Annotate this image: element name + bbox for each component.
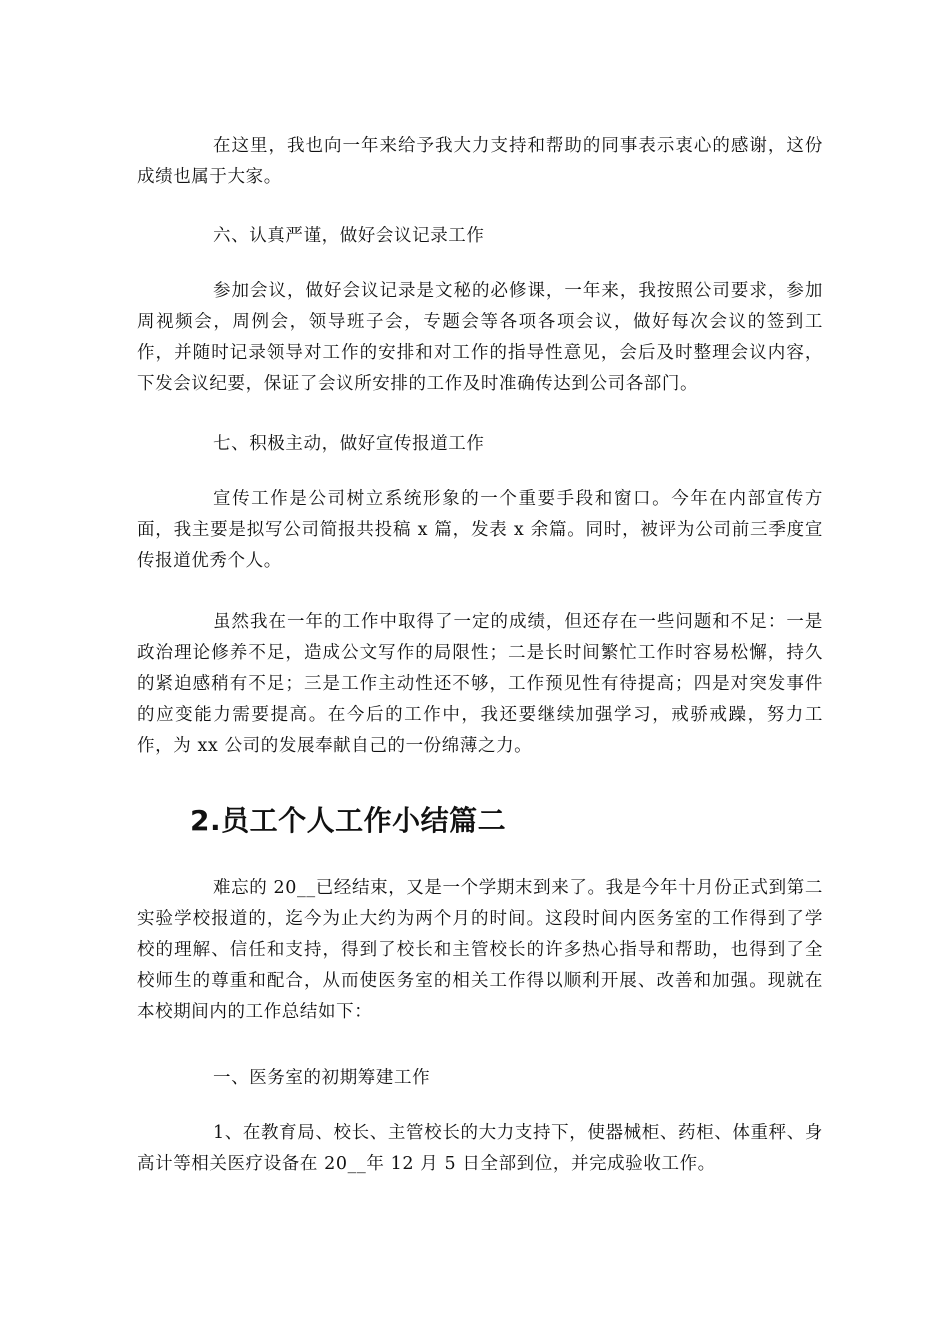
article-heading: 2.员工个人工作小结篇二	[190, 804, 507, 837]
paragraph-meeting-records: 参加会议，做好会议记录是文秘的必修课，一年来，我按照公司要求，参加周视频会，周例会，领导班子会，专题会等各项各项会议，做好每次会议的签到工作，并随时记录领导对工作的安排和对工作的指导性意见，会后及时整理会议内容，下发会议纪要，保证了会议所安排的工作及时准确传达到公司各部门。	[137, 281, 823, 394]
paragraph-thanks: 在这里，我也向一年来给予我大力支持和帮助的同事表示衷心的感谢，这份成绩也属于大家。	[137, 136, 823, 187]
section-heading-publicity: 七、积极主动，做好宣传报道工作	[213, 434, 485, 454]
paragraph-publicity: 宣传工作是公司树立系统形象的一个重要手段和窗口。今年在内部宣传方面，我主要是拟写公司简报共投稿 x 篇，发表 x 余篇。同时，被评为公司前三季度宣传报道优秀个人。	[137, 489, 823, 571]
paragraph-equipment: 1、在教育局、校长、主管校长的大力支持下，使器械柜、药柜、体重秤、身高计等相关医疗设备在 20__年 12 月 5 日全部到位，并完成验收工作。	[137, 1123, 823, 1174]
paragraph-shortcomings: 虽然我在一年的工作中取得了一定的成绩，但还存在一些问题和不足：一是政治理论修养不足，造成公文写作的局限性；二是长时间繁忙工作时容易松懈，持久的紧迫感稍有不足；三是工作主动性还不够，工作预见性有待提高；四是对突发事件的应变能力需要提高。在今后的工作中，我还要继续加强学习，戒骄戒躁，努力工作，为 xx 公司的发展奉献自己的一份绵薄之力。	[137, 612, 823, 756]
paragraph-intro: 难忘的 20__已经结束，又是一个学期末到来了。我是今年十月份正式到第二实验学校报道的，迄今为止大约为两个月的时间。这段时间内医务室的工作得到了学校的理解、信任和支持，得到了校长和主管校长的许多热心指导和帮助，也得到了全校师生的尊重和配合，从而使医务室的相关工作得以顺利开展、改善和加强。现就在本校期间内的工作总结如下：	[137, 878, 823, 1022]
section-heading-clinic-setup: 一、医务室的初期筹建工作	[213, 1068, 431, 1088]
section-heading-meeting-records: 六、认真严谨，做好会议记录工作	[213, 226, 485, 246]
